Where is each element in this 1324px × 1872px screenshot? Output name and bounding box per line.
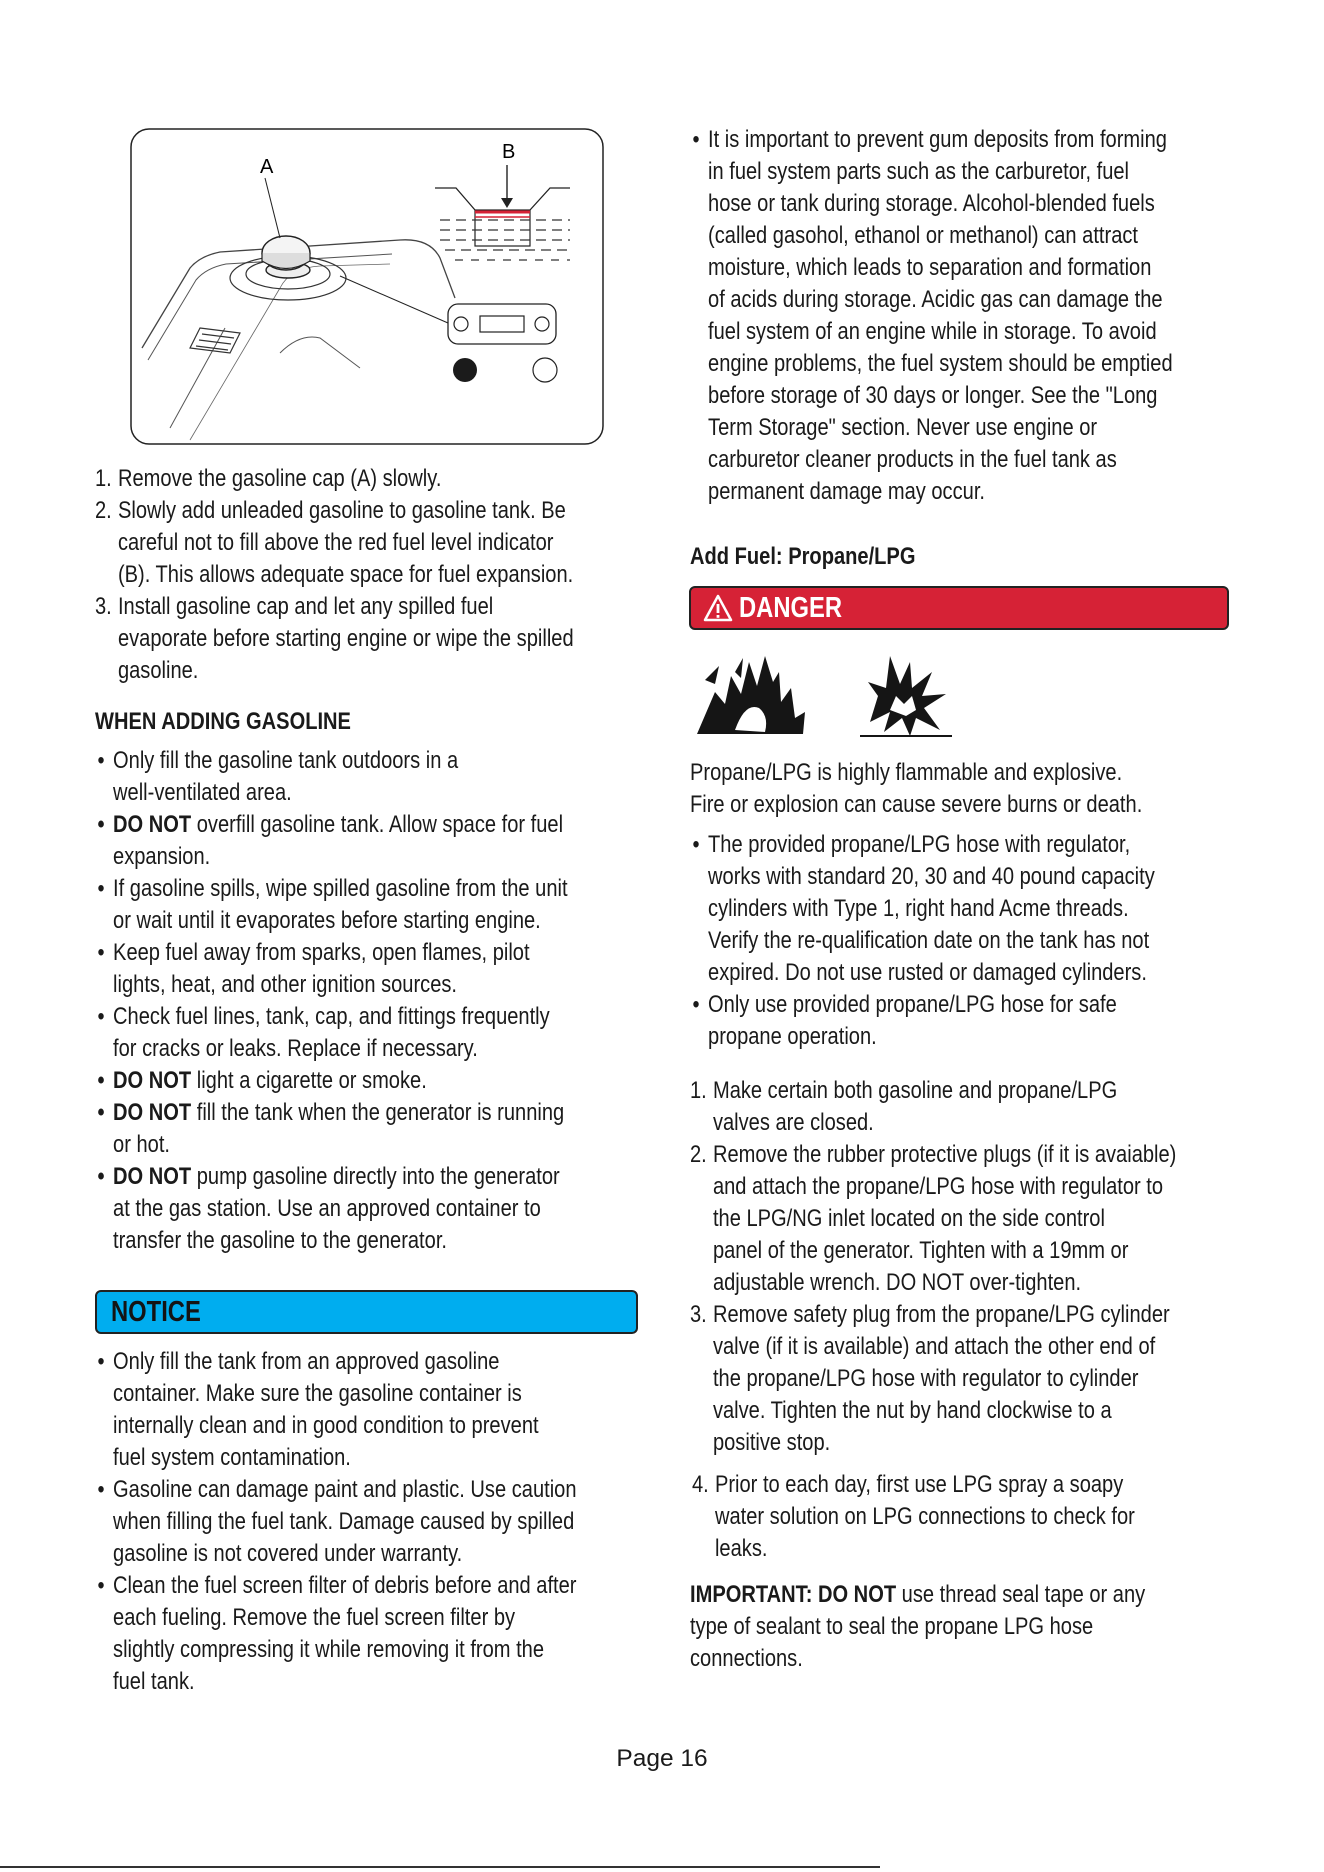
list-item: 2. Slowly add unleaded gasoline to gasoline tank. Be careful not to fill above the red fuel level indicator (B). This allows adequate space for fuel expansion. — [95, 497, 574, 588]
propane-step-4 — [692, 1469, 1252, 1565]
list-item: • DO NOT overfill gasoline tank. Allow space for fuel expansion. — [97, 811, 564, 870]
list-item: 2. Remove the rubber protective plugs (if it is avaiable) and attach the propane/LPG hose with regulator to the LPG/NG inlet located on the side control panel of the generator. Tighten with a 19mm or adjustable wrench. DO NOT over-tighten. — [690, 1141, 1177, 1296]
warning-triangle-icon — [703, 594, 733, 622]
label-a: A — [260, 156, 274, 178]
list-item: 3. Install gasoline cap and let any spilled fuel evaporate before starting engine or wipe the spilled gasoline. — [95, 593, 574, 684]
gasoline-tank-figure — [130, 128, 604, 445]
list-item: • Only fill the gasoline tank outdoors in a well-ventilated area. — [97, 747, 459, 806]
page-number: Page 16 — [616, 1745, 708, 1772]
fire-hazard-icon — [695, 652, 810, 737]
list-item: • The provided propane/LPG hose with regulator, works with standard 20, 30 and 40 pound capacity cylinders with Type 1, right hand Acme threads. Verify the re-qualification date on the tank has not expired. Do not use rusted or damaged cylinders. — [692, 831, 1155, 986]
list-item: • Check fuel lines, tank, cap, and fittings frequently for cracks or leaks. Replace if necessary. — [97, 1003, 550, 1062]
important-note: IMPORTANT: DO NOT use thread seal tape or any type of sealant to seal the propane LPG hose connections. — [690, 1581, 1146, 1672]
notice-banner — [95, 1290, 638, 1334]
list-item: • Only fill the tank from an approved gasoline container. Make sure the gasoline container is internally clean and in good condition to prevent fuel system contamination. — [97, 1348, 539, 1471]
storage-bullet — [690, 124, 1250, 508]
gasoline-steps — [95, 463, 650, 687]
list-item: 1. Remove the gasoline cap (A) slowly. — [95, 465, 442, 492]
list-item: • If gasoline spills, wipe spilled gasoline from the unit or wait until it evaporates before starting engine. — [97, 875, 568, 934]
list-item: • Gasoline can damage paint and plastic. Use caution when filling the fuel tank. Damage caused by spilled gasoline is not covered under warranty. — [97, 1476, 577, 1567]
propane-heading: Add Fuel: Propane/LPG — [690, 543, 916, 570]
warning-text: Propane/LPG is highly flammable and explosive. Fire or explosion can cause severe burns or death. — [690, 759, 1143, 818]
danger-label: DANGER — [739, 592, 843, 624]
gasoline-bullets — [95, 745, 650, 1257]
list-item: 3. Remove safety plug from the propane/LPG cylinder valve (if it is available) and attach the other end of the propane/LPG hose with regulator to cylinder valve. Tighten the nut by hand clockwise to a positive stop. — [690, 1301, 1170, 1456]
list-item: 1. Make certain both gasoline and propane/LPG valves are closed. — [690, 1077, 1118, 1136]
explosion-hazard-icon — [860, 652, 952, 737]
label-b: B — [502, 141, 516, 163]
list-item: • DO NOT light a cigarette or smoke. — [97, 1067, 427, 1094]
section-heading: WHEN ADDING GASOLINE — [95, 708, 351, 735]
footer-rule — [0, 1866, 880, 1868]
list-item: • DO NOT fill the tank when the generator is running or hot. — [97, 1099, 565, 1158]
notice-bullets — [95, 1346, 650, 1698]
notice-label: NOTICE — [111, 1296, 201, 1328]
list-item: • Keep fuel away from sparks, open flames, pilot lights, heat, and other ignition sources. — [97, 939, 530, 998]
fuel-level-indicator — [448, 304, 556, 344]
propane-bullets — [690, 829, 1250, 1053]
propane-steps — [690, 1075, 1250, 1459]
list-item: 4. Prior to each day, first use LPG spray a soapy water solution on LPG connections to check for leaks. — [692, 1471, 1135, 1562]
list-item: • Only use provided propane/LPG hose for safe propane operation. — [692, 991, 1117, 1050]
list-item: • It is important to prevent gum deposits from forming in fuel system parts such as the carburetor, fuel hose or tank during storage. Alcohol-blended fuels (called gasohol, ethanol or methanol) can attract moisture, which leads to separation and formation of acids during storage. Acidic gas can damage the fuel system of an engine while in storage. To avoid engine problems, the fuel system should be emptied before storage of 30 days or longer. See the "Long Term Storage" section. Never use engine or carburetor cleaner products in the fuel tank as permanent damage may occur. — [692, 126, 1173, 505]
danger-banner — [689, 586, 1229, 630]
list-item: • DO NOT pump gasoline directly into the generator at the gas station. Use an approved container to transfer the gasoline to the generator. — [97, 1163, 560, 1254]
list-item: • Clean the fuel screen filter of debris before and after each fueling. Remove the fuel screen filter by slightly compressing it while removing it from the fuel tank. — [97, 1572, 577, 1695]
